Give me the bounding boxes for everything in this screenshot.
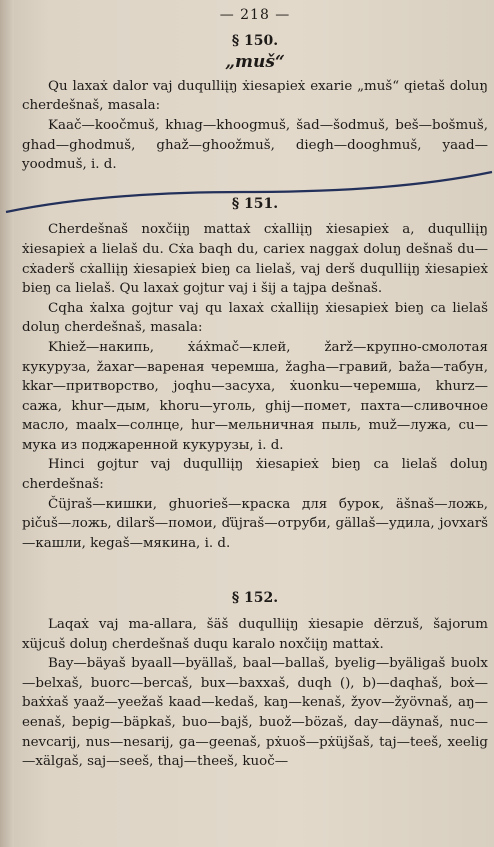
section-152-paragraph-2: Bay—bäyaš byaall—byällaš, baal—ballaš, byelig—byäligaš buolx—belxaš, buorc—bercaš, bux—baxxaš, duqh (), b)—daqhaš, boẋ—baẋẋaš yaaž—yeežaš kaad—kedaš, kaŋ—kenaš, žyov—žyövnaš, aŋ—eenaš, bepig—bäpkaš, buo—bajš, buož—bözaš, day—däynaš, nuc—nevcarij, nus—nesarij, ga—geenaš, pẋuoš—pẋüjšaš, taj—teeš, xeelig—xälgaš, saj—seeš, thaj—theeš, kuoč— xyxy=(22,656,488,770)
section-150-heading: § 150. xyxy=(231,32,279,49)
section-150-title: „muš“ xyxy=(225,52,285,73)
page-content xyxy=(22,4,488,772)
section-151-heading: § 151. xyxy=(231,195,279,212)
section-151-paragraph-5: Čüjraš—кишки, ghuorieš—краска для бурок, äšnaš—ложь, pičuš—ложь, dilarš—помои, ďüjraš—отруби, gällaš—удила, jovxarš—кашли, kegaš—мякина, i. d. xyxy=(22,496,488,551)
section-152-paragraph-1: Laqaẋ vaj ma-allara, šäš duqulliįŋ ẋiesapie dërzuš, šajorum xüjcuš doluŋ cherdešnaš duqu karalo noxčiįŋ mattaẋ. xyxy=(22,617,488,652)
section-151-paragraph-3: Khiež—накипь, ẋáẋmač—клей, žarž—крупно-смолотая кукуруза, žaxar—вареная черемша, žagha—гравий, baža—табун, kkar—притворство, joqhu—засуха, ẋuonku—черемша, khurz—сажа, khur—дым, khoru—уголь, ghij—помет, пахта—сливочное масло, maalx—солнце, hur—мельничная пыль, muž—лужа, cu—мука из поджаренной кукурузы, i. d. xyxy=(22,339,488,453)
section-151-paragraph-4: Hinci gojtur vaj duqulliįŋ ẋiesapieẋ bieŋ ca lielaš doluŋ cherdešnaš: xyxy=(22,457,488,493)
section-151-paragraph-1: Cherdešnaš noxčiįŋ mattaẋ cẋalliįŋ ẋiesapieẋ a, duqulliįŋ ẋiesapieẋ a lielaš du. Cẋa baqh du, cariex naggaẋ doluŋ dešnaš du—cẋaderš cẋalliįŋ ẋiesapieẋ bieŋ ca lielaš, vaj derš duqulliįŋ ẋiesapieẋ bieŋ ca lielaš. Qu laxaẋ gojtur vaj i šij a tajpa dešnaš. xyxy=(22,222,488,297)
page-number: — 218 — xyxy=(219,7,291,23)
section-151-paragraph-2: Cqha ẋalxa gojtur vaj qu laxaẋ cẋalliįŋ ẋiesapieẋ bieŋ ca lielaš doluŋ cherdešnaš, masala: xyxy=(22,300,488,336)
page-fold-shadow xyxy=(0,0,14,847)
section-150-paragraph-1: Qu laxaẋ dalor vaj duqulliįŋ ẋiesapieẋ exarie „muš“ qietaš doluŋ cherdešnaš, masala: xyxy=(22,78,488,114)
section-152-heading: § 152. xyxy=(231,590,279,607)
section-150-paragraph-2: Kaač—koočmuš, khıag—khoogmuš, šad—šodmuš, beš—bošmuš, ghad—ghodmuš, ghaž—ghoožmuš, diegh—dooghmuš, yaad—yoodmuš, i. d. xyxy=(22,117,488,173)
